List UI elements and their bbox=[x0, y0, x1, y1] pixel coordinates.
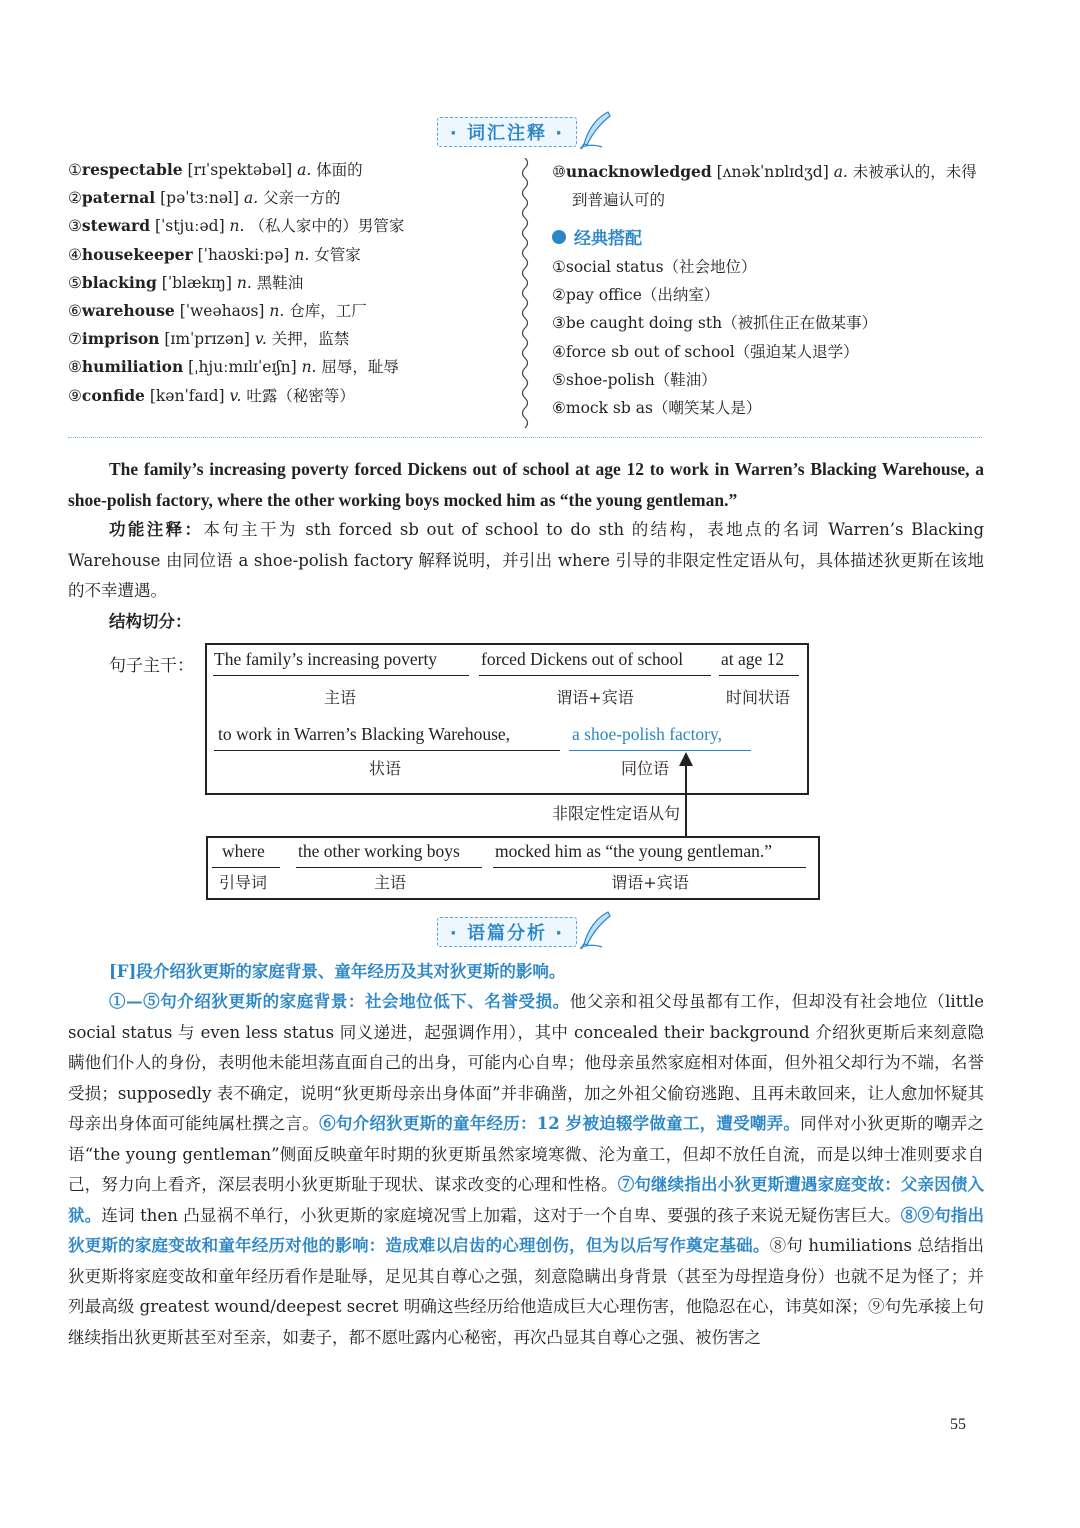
key-sentence: The family’s increasing poverty forced Dickens out of school at age 12 to work in Warren’s Blacking Warehouse, a shoe-polish factory, where the other working boys mocked him as “the young gentleman.” bbox=[68, 459, 984, 510]
page-number: 55 bbox=[950, 1416, 966, 1433]
segment-clause-subject: the other working boys bbox=[298, 841, 460, 861]
collocation-item: ⑤shoe-polish（鞋油） bbox=[552, 370, 717, 389]
underline bbox=[214, 750, 560, 751]
role-subject: 主语 bbox=[323, 688, 356, 707]
segment-adverbial: to work in Warren’s Blacking Warehouse, bbox=[218, 724, 511, 744]
underline bbox=[479, 675, 711, 676]
vocab-list-left bbox=[68, 156, 404, 410]
underline bbox=[212, 867, 280, 868]
segment-time: at age 12 bbox=[721, 649, 785, 669]
vocab-entry: ⑤blacking [ˈblækɪŋ] n. 黑鞋油 bbox=[68, 272, 304, 292]
segment-clause-predicate: mocked him as “the young gentleman.” bbox=[495, 841, 773, 861]
analysis-heading: [F]段介绍狄更斯的家庭背景、童年经历及其对狄更斯的影响。 bbox=[109, 962, 566, 981]
wavy-divider bbox=[518, 158, 532, 428]
collocations-title: 经典搭配 bbox=[552, 224, 642, 249]
vocab-entry: ①respectable [rɪˈspektəbəl] a. 体面的 bbox=[68, 160, 363, 179]
vocab-list-right bbox=[552, 158, 977, 214]
vocab-entry: ⑧humiliation [ˌhjuːmɪlɪˈeɪʃn] n. 屈辱，耻辱 bbox=[68, 357, 399, 377]
role-appositive: 同位语 bbox=[620, 759, 669, 778]
role-predicate: 谓语+宾语 bbox=[556, 688, 634, 707]
vocab-entry: ⑨confide [kənˈfaɪd] v. 吐露（秘密等） bbox=[68, 385, 355, 405]
underline bbox=[296, 867, 482, 868]
bullet-dot-icon bbox=[552, 230, 566, 244]
underline bbox=[493, 867, 806, 868]
vocab-entry: ②paternal [pəˈtɜːnəl] a. 父亲一方的 bbox=[68, 188, 341, 208]
segment-subject: The family’s increasing poverty bbox=[214, 649, 438, 669]
role-time: 时间状语 bbox=[725, 688, 790, 707]
collocation-item: ④force sb out of school（强迫某人退学） bbox=[552, 342, 859, 361]
segment-appositive: a shoe-polish factory, bbox=[572, 724, 722, 744]
role-relative: 引导词 bbox=[218, 873, 267, 892]
vocab-entry: ⑦imprison [ɪmˈprɪzən] v. 关押，监禁 bbox=[68, 329, 350, 349]
function-text: 本句主干为 sth forced sb out of school to do sth 的结构，表地点的名词 Warren’s Blacking Warehouse 由同位语 a shoe-polish factory 解释说明，并引出 where 引导的非限定性定语从句，具体描述狄更斯在该地的不幸遭遇。 bbox=[68, 520, 985, 600]
collocation-item: ①social status（社会地位） bbox=[552, 258, 757, 276]
vocab-entry: ④housekeeper [ˈhaʊskiːpə] n. 女管家 bbox=[68, 244, 361, 264]
function-label: 功能注释： bbox=[109, 520, 204, 539]
arrow-up-icon bbox=[676, 752, 696, 838]
clause-label: 非限定性定语从句 bbox=[551, 804, 680, 823]
discourse-section-banner: · 语篇分析 · bbox=[437, 917, 577, 947]
underline bbox=[213, 675, 469, 676]
role-clause-subject: 主语 bbox=[373, 873, 406, 892]
feather-icon bbox=[578, 910, 614, 950]
vocab-section-banner: · 词汇注释 · bbox=[437, 117, 577, 147]
vocab-entry-continued: 到普遍认可的 bbox=[572, 191, 666, 210]
collocation-list bbox=[552, 253, 877, 422]
analysis-body: ①—⑤句介绍狄更斯的家庭背景：社会地位低下、名誉受损。他父亲和祖父母虽都有工作，但却没有社会地位（little social status 与 even less status 同义递进，起强调作用），其中 concealed their background 介绍狄更斯后来刻意隐瞒他们仆人的身份，表明他未能坦荡直面自己的出身，可能内心自卑；他母亲虽然家庭相对体面，但外祖父却行为不端，名誉受损；supposedly 表不确定，说明“狄更斯母亲出身体面”并非确凿，加之外祖父偷窃逃跑、且再未敢回来，让人愈加怀疑其母亲出身体面可能纯属杜撰之言。⑥句介绍狄更斯的童年经历：12 岁被迫辍学做童工，遭受嘲弄。同伴对小狄更斯的嘲弄之语“the young gentleman”侧面反映童年时期的狄更斯虽然家境寒微、沦为童工，但却不放任自流，而是以绅士准则要求自己，努力向上看齐，深层表明小狄更斯耻于现状、谋求改变的心理和性格。⑦句继续指出小狄更斯遭遇家庭变故：父亲因债入狱。连词 then 凸显祸不单行，小狄更斯的家庭境况雪上加霜，这对于一个自卑、要强的孩子来说无疑伤害巨大。⑧⑨句指出狄更斯的家庭变故和童年经历对他的影响：造成难以启齿的心理创伤，但为以后写作奠定基础。⑧句 humiliations 总结指出狄更斯将家庭变故和童年经历看作是耻辱，足见其自尊心之强，刻意隐瞒出身背景（甚至为母捏造身份）也就不足为怪了；并列最高级 greatest wound/deepest secret 明确这些经历给他造成巨大心理伤害，他隐忍在心，讳莫如深；⑨句先承接上句继续指出狄更斯甚至对至亲，如妻子，都不愿吐露内心秘密，再次凸显其自尊心之强、被伤害之 bbox=[68, 992, 985, 1347]
segment-relative: where bbox=[222, 841, 265, 861]
role-adverbial: 状语 bbox=[368, 759, 401, 778]
function-note bbox=[68, 515, 984, 607]
vocab-entry: ⑩unacknowledged [ʌnəkˈnɒlɪdʒd] a. 未被承认的，未得 bbox=[552, 162, 977, 181]
structure-label: 结构切分： bbox=[109, 612, 192, 631]
underline bbox=[719, 675, 799, 676]
collocation-item: ②pay office（出纳室） bbox=[552, 286, 720, 305]
vocab-entry: ⑥warehouse [ˈweəhaʊs] n. 仓库，工厂 bbox=[68, 301, 367, 321]
main-clause-label: 句子主干： bbox=[109, 656, 194, 675]
feather-icon bbox=[578, 110, 614, 150]
collocation-item: ⑥mock sb as（嘲笑某人是） bbox=[552, 399, 762, 418]
segment-predicate: forced Dickens out of school bbox=[481, 649, 684, 669]
collocation-item: ③be caught doing sth（被抓住正在做某事） bbox=[552, 314, 878, 333]
role-clause-predicate: 谓语+宾语 bbox=[611, 873, 689, 892]
underline bbox=[569, 750, 751, 751]
dotted-divider bbox=[68, 437, 982, 438]
vocab-entry: ③steward [ˈstjuːəd] n. （私人家中的）男管家 bbox=[68, 216, 405, 236]
